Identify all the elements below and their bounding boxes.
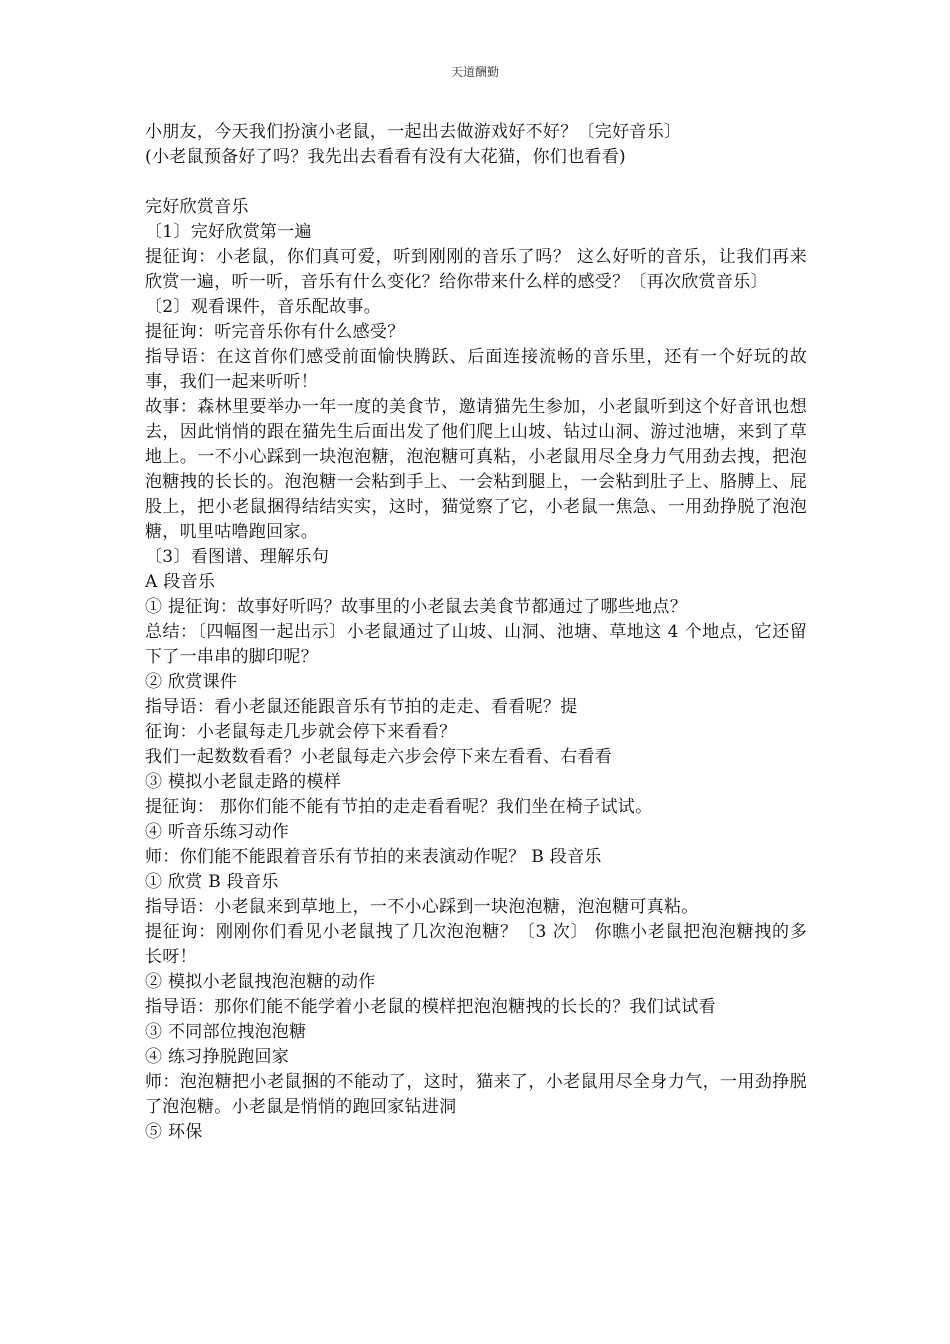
text-line: 师：你们能不能跟着音乐有节拍的来表演动作呢？ B 段音乐 xyxy=(145,847,602,867)
text-line: 提征询：刚刚你们看见小老鼠拽了几次泡泡糖？〔3 次〕 你瞧小老鼠把泡泡糖拽的多长呀！ xyxy=(145,922,807,967)
text-line: 征询：小老鼠每走几步就会停下来看看？ xyxy=(145,722,457,742)
text-line: ④ 练习挣脱跑回家 xyxy=(145,1047,290,1067)
text-line: ④ 听音乐练习动作 xyxy=(145,822,290,842)
text-line: 指导语：那你们能不能学着小老鼠的模样把泡泡糖拽的长长的？我们试试看 xyxy=(145,997,716,1017)
blank-line xyxy=(145,170,807,195)
story-paragraph: 故事：森林里要举办一年一度的美食节，邀请猫先生参加，小老鼠听到这个好音讯也想去，因此悄悄的跟在猫先生后面出发了他们爬上山坡、钻过山洞、游过池塘，来到了草地上。一不小心踩到一块泡泡糖，泡泡糖可真粘，小老鼠用尽全身力气用劲去拽，把泡泡糖拽的长长的。泡泡糖一会粘到手上、一会粘到腿上，一会粘到肚子上、胳膊上、屁股上，把小老鼠捆得结结实实，这时，猫觉察了它，小老鼠一焦急、一用劲挣脱了泡泡糖，叽里咕噜跑回家。 xyxy=(145,397,807,542)
text-line: ② 模拟小老鼠拽泡泡糖的动作 xyxy=(145,972,376,992)
text-line: 〔1〕完好欣赏第一遍 xyxy=(145,222,312,242)
text-line: ② 欣赏课件 xyxy=(145,672,238,692)
text-line: 小朋友，今天我们扮演小老鼠，一起出去做游戏好不好？〔完好音乐〕 xyxy=(145,122,682,142)
text-line: ① 提征询：故事好听吗？故事里的小老鼠去美食节都通过了哪些地点？ xyxy=(145,597,688,617)
text-line: (小老鼠预备好了吗？我先出去看看有没有大花猫，你们也看看) xyxy=(145,147,626,167)
text-line: 提征询： 那你们能不能有节拍的走走看看呢？我们坐在椅子试试。 xyxy=(145,797,653,817)
text-line: 〔2〕观看课件，音乐配故事。 xyxy=(145,297,382,317)
text-line: 师：泡泡糖把小老鼠捆的不能动了，这时，猫来了，小老鼠用尽全身力气，一用劲挣脱了泡泡糖。小老鼠是悄悄的跑回家钻进洞 xyxy=(145,1072,807,1117)
section-heading: 完好欣赏音乐 xyxy=(145,197,249,217)
text-line: ③ 模拟小老鼠走路的模样 xyxy=(145,772,342,792)
text-line: 提征询：听完音乐你有什么感受？ xyxy=(145,322,405,342)
text-line: 指导语：小老鼠来到草地上，一不小心踩到一块泡泡糖，泡泡糖可真粘。 xyxy=(145,897,699,917)
text-line: 提征询：小老鼠，你们真可爱，听到刚刚的音乐了吗？ 这么好听的音乐，让我们再来欣赏一遍，听一听，音乐有什么变化？给你带来什么样的感受？〔再次欣赏音乐〕 xyxy=(145,247,807,292)
page-header: 天道酬勤 xyxy=(450,65,499,79)
text-line: 〔3〕看图谱、理解乐句 xyxy=(145,547,330,567)
document-body xyxy=(145,120,807,1145)
text-line: ③ 不同部位拽泡泡糖 xyxy=(145,1022,307,1042)
text-line: ⑤ 环保 xyxy=(145,1122,203,1142)
text-line: 指导语：看小老鼠还能跟音乐有节拍的走走、看看呢？提 xyxy=(145,697,578,717)
text-line: 总结：〔四幅图一起出示〕小老鼠通过了山坡、山洞、池塘、草地这 4 个地点，它还留下了一串串的脚印呢？ xyxy=(145,622,807,667)
text-line: 我们一起数数看看？小老鼠每走六步会停下来左看看、右看看 xyxy=(145,747,613,767)
text-line: ① 欣赏 B 段音乐 xyxy=(145,872,279,892)
text-line: 指导语：在这首你们感受前面愉快腾跃、后面连接流畅的音乐里，还有一个好玩的故事，我们一起来听听！ xyxy=(145,347,807,392)
text-line: A 段音乐 xyxy=(145,572,216,592)
